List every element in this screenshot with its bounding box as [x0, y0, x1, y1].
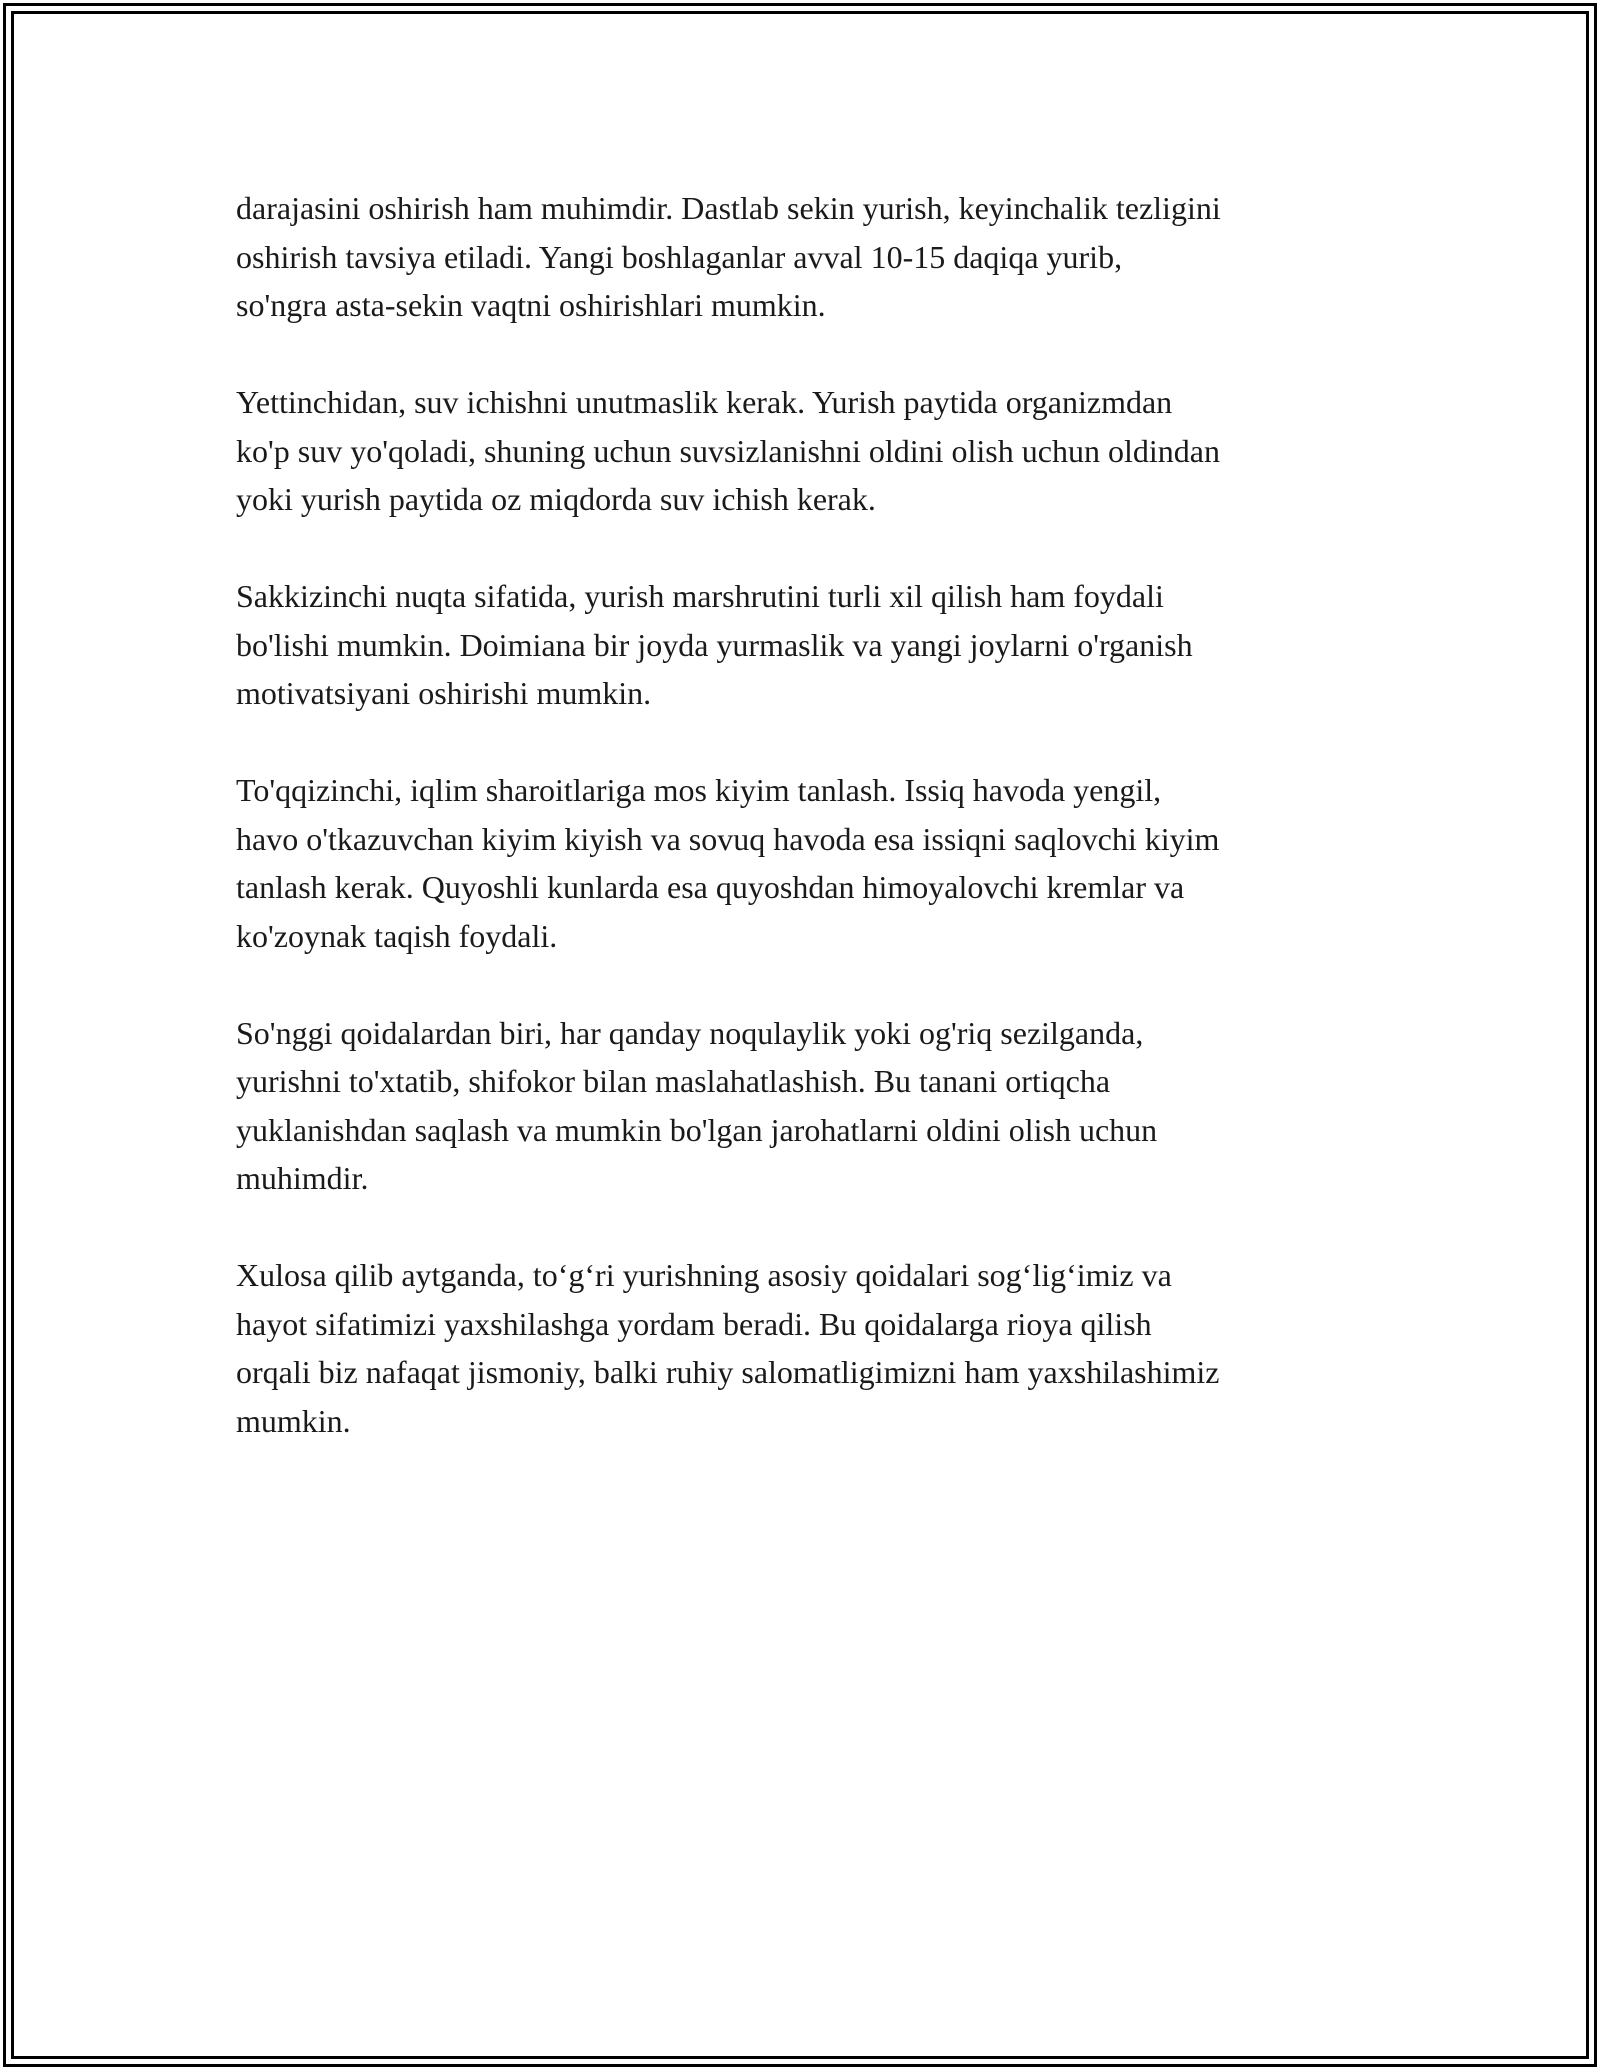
text-line: So'nggi qoidalardan biri, har qanday noqulaylik yoki og'riq sezilganda, [236, 1014, 1144, 1051]
paragraph-walking-speed [236, 184, 1370, 330]
text-line: tanlash kerak. Quyoshli kunlarda esa quyoshdan himoyalovchi kremlar va [236, 869, 1185, 905]
text-line: ko'p suv yo'qoladi, shuning uchun suvsizlanishni oldini olish uchun oldindan [236, 432, 1220, 469]
text-line: ko'zoynak taqish foydali. [236, 917, 558, 954]
text-line: yurishni to'xtatib, shifokor bilan maslahatlashish. Bu tanani ortiqcha [236, 1063, 1111, 1099]
text-line: Yettinchidan, suv ichishni unutmaslik kerak. Yurish paytida organizmdan [236, 384, 1173, 420]
text-line: Sakkizinchi nuqta sifatida, yurish marshrutini turli xil qilish ham foydali [236, 578, 1164, 614]
paragraph-discomfort [236, 1009, 1370, 1203]
document-body [236, 184, 1370, 1494]
paragraph-clothing [236, 766, 1370, 960]
text-line: mumkin. [236, 1402, 351, 1439]
text-line: orqali biz nafaqat jismoniy, balki ruhiy salomatligimizni ham yaxshilashimiz [236, 1354, 1220, 1390]
paragraph-hydration [236, 378, 1370, 524]
text-line: havo o'tkazuvchan kiyim kiyish va sovuq havoda esa issiqni saqlovchi kiyim [236, 820, 1220, 857]
text-line: yoki yurish paytida oz miqdorda suv ichish kerak. [236, 481, 876, 517]
text-line: motivatsiyani oshirishi mumkin. [236, 675, 652, 711]
text-line: darajasini oshirish ham muhimdir. Dastlab sekin yurish, keyinchalik tezligini [236, 190, 1221, 226]
text-line: Xulosa qilib aytganda, to‘g‘ri yurishning asosiy qoidalari sog‘lig‘imiz va [236, 1257, 1172, 1293]
text-line: muhimdir. [236, 1160, 369, 1196]
paragraph-route-variety [236, 572, 1370, 718]
paragraph-conclusion [236, 1251, 1370, 1445]
text-line: so'ngra asta-sekin vaqtni oshirishlari mumkin. [236, 287, 826, 323]
text-line: bo'lishi mumkin. Doimiana bir joyda yurmaslik va yangi joylarni o'rganish [236, 626, 1193, 663]
text-line: yuklanishdan saqlash va mumkin bo'lgan jarohatlarni oldini olish uchun [236, 1111, 1158, 1148]
text-line: hayot sifatimizi yaxshilashga yordam beradi. Bu qoidalarga rioya qilish [236, 1305, 1152, 1342]
text-line: To'qqizinchi, iqlim sharoitlariga mos kiyim tanlash. Issiq havoda yengil, [236, 772, 1162, 808]
text-line: oshirish tavsiya etiladi. Yangi boshlaganlar avval 10-15 daqiqa yurib, [236, 238, 1123, 275]
